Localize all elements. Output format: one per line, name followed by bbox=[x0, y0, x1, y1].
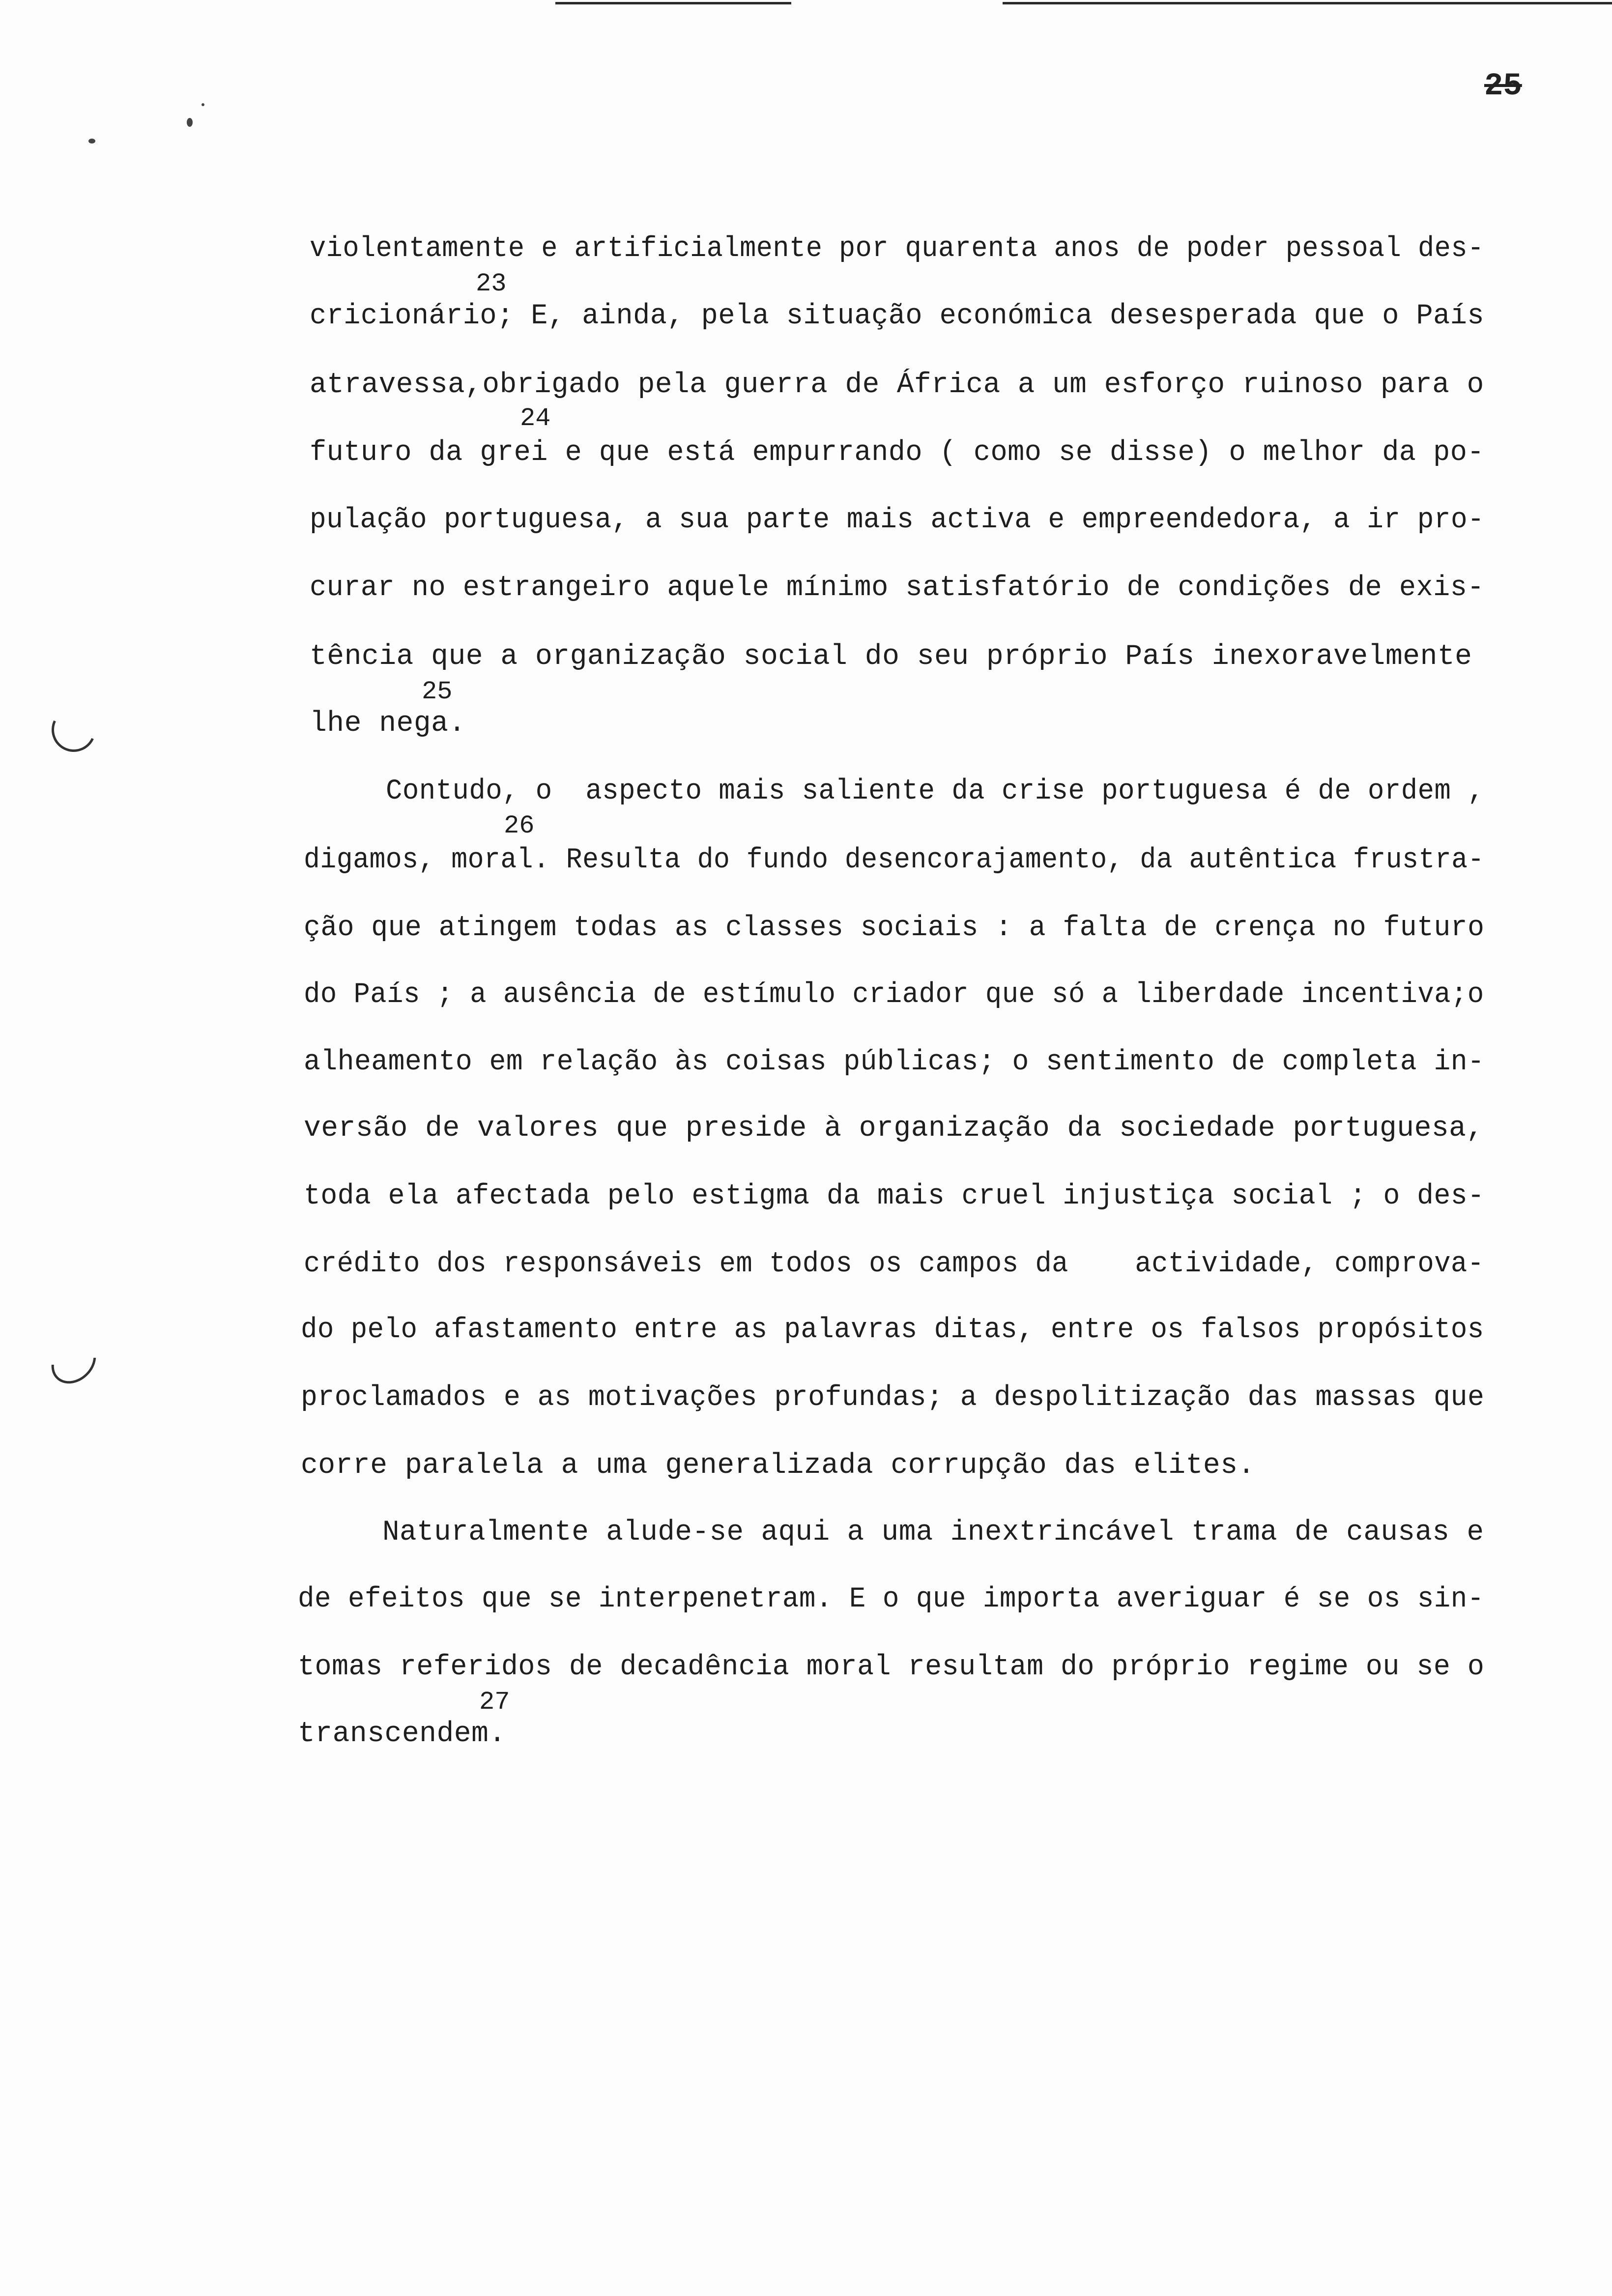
footnote-marker: 24 bbox=[520, 404, 551, 433]
text-line: violentamente e artificialmente por quarenta anos de poder pessoal des- bbox=[310, 233, 1484, 265]
text-line: do País ; a ausência de estímulo criador que só a liberdade incentiva;o bbox=[304, 979, 1484, 1011]
text-line: alheamento em relação às coisas públicas; o sentimento de completa in- bbox=[304, 1046, 1485, 1078]
margin-speck bbox=[88, 139, 95, 144]
text-line: toda ela afectada pelo estigma da mais cruel injustiça social ; o des- bbox=[304, 1180, 1485, 1212]
text-line: proclamados e as motivações profundas; a despolitização das massas que bbox=[301, 1382, 1485, 1414]
top-rule-right bbox=[1003, 2, 1612, 4]
text-line: cricionário; E, ainda, pela situação económica desesperada que o País bbox=[310, 300, 1485, 332]
text-line: Naturalmente alude-se aqui a uma inextrincável trama de causas e bbox=[382, 1517, 1484, 1549]
margin-arc bbox=[42, 1330, 105, 1392]
footnote-marker: 23 bbox=[476, 269, 507, 298]
text-line: ção que atingem todas as classes sociais : a falta de crença no futuro bbox=[304, 912, 1485, 944]
text-line: Contudo, o aspecto mais saliente da crise portuguesa é de ordem , bbox=[386, 775, 1485, 807]
text-line: de efeitos que se interpenetram. E o que importa averiguar é se os sin- bbox=[298, 1583, 1484, 1615]
text-line: tomas referidos de decadência moral resultam do próprio regime ou se o bbox=[298, 1651, 1485, 1683]
text-line: versão de valores que preside à organização da sociedade portuguesa, bbox=[304, 1113, 1484, 1145]
text-line: corre paralela a uma generalizada corrupção das elites. bbox=[301, 1450, 1255, 1482]
top-rule-left bbox=[555, 2, 791, 4]
footnote-marker: 27 bbox=[479, 1688, 510, 1717]
text-line: do pelo afastamento entre as palavras ditas, entre os falsos propósitos bbox=[301, 1314, 1484, 1346]
text-line: crédito dos responsáveis em todos os campos da actividade, comprova- bbox=[304, 1248, 1484, 1280]
text-line: pulação portuguesa, a sua parte mais activa e empreendedora, a ir pro- bbox=[310, 504, 1485, 536]
margin-arc bbox=[45, 701, 102, 758]
text-line: lhe nega. bbox=[310, 708, 466, 740]
text-line: curar no estrangeiro aquele mínimo satisfatório de condições de exis- bbox=[310, 572, 1485, 604]
text-line: transcendem. bbox=[298, 1718, 506, 1750]
margin-speck bbox=[187, 118, 193, 127]
page-number: 25 bbox=[1484, 69, 1522, 104]
text-line: atravessa,obrigado pela guerra de África a um esforço ruinoso para o bbox=[310, 369, 1484, 401]
margin-speck bbox=[202, 103, 204, 106]
footnote-marker: 26 bbox=[504, 811, 535, 840]
footnote-marker: 25 bbox=[422, 677, 453, 706]
text-line: digamos, moral. Resulta do fundo desencorajamento, da autêntica frustra- bbox=[304, 844, 1484, 876]
text-line: futuro da grei e que está empurrando ( como se disse) o melhor da po- bbox=[310, 437, 1485, 469]
text-line: tência que a organização social do seu próprio País inexoravelmente bbox=[310, 641, 1472, 673]
